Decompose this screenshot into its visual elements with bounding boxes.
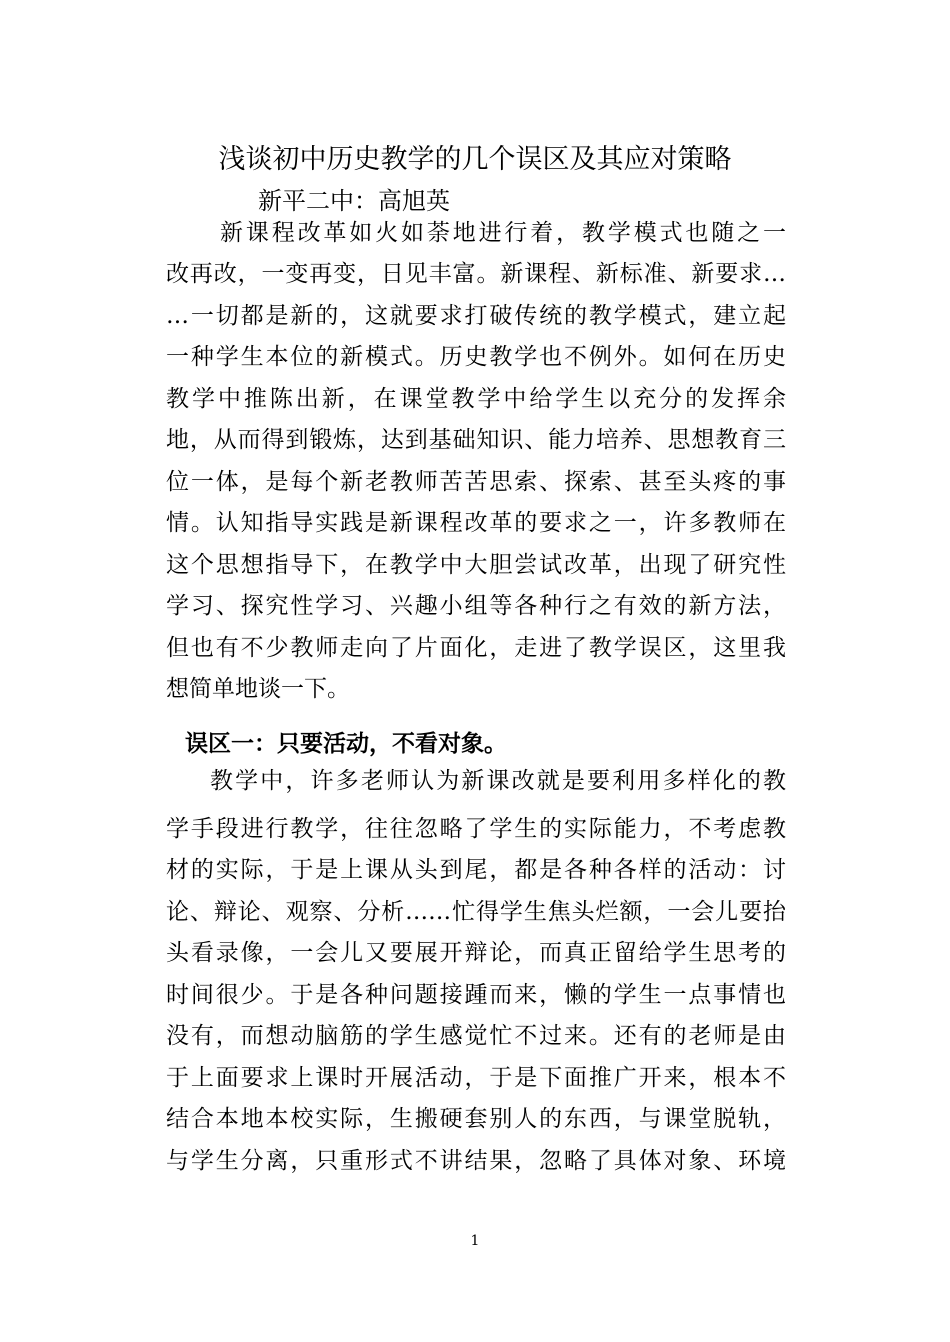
paragraph-line: 改再改，一变再变，日见丰富。新课程、新标准、新要求… xyxy=(166,261,786,287)
paragraph-line: 与学生分离，只重形式不讲结果，忽略了具体对象、环境 xyxy=(166,1148,786,1174)
paragraph-line: 新课程改革如火如荼地进行着，教学模式也随之一 xyxy=(220,220,786,246)
paragraph-line: 位一体，是每个新老教师苦苦思索、探索、甚至头疼的事 xyxy=(166,469,786,495)
page-number: 1 xyxy=(470,1233,480,1249)
paragraph-line: 地，从而得到锻炼，达到基础知识、能力培养、思想教育三 xyxy=(166,427,786,453)
paragraph-line: 这个思想指导下，在教学中大胆尝试改革，出现了研究性 xyxy=(166,552,786,578)
paragraph-line: 一种学生本位的新模式。历史教学也不例外。如何在历史 xyxy=(166,344,786,370)
paragraph-line: 学手段进行教学，往往忽略了学生的实际能力，不考虑教 xyxy=(166,816,786,842)
paragraph-line: 头看录像，一会儿又要展开辩论，而真正留给学生思考的 xyxy=(166,940,786,966)
paragraph-line: 情。认知指导实践是新课程改革的要求之一，许多教师在 xyxy=(166,510,786,536)
paragraph-line: 结合本地本校实际，生搬硬套别人的东西，与课堂脱轨， xyxy=(166,1106,786,1132)
section-heading: 误区一：只要活动，不看对象。 xyxy=(185,730,507,757)
paragraph-line: 时间很少。于是各种问题接踵而来，懒的学生一点事情也 xyxy=(166,982,786,1008)
paragraph-line: 于上面要求上课时开展活动，于是下面推广开来，根本不 xyxy=(166,1065,786,1091)
paragraph-line: …一切都是新的，这就要求打破传统的教学模式，建立起 xyxy=(166,303,786,329)
paragraph-line: 论、辩论、观察、分析……忙得学生焦头烂额，一会儿要抬 xyxy=(166,899,786,925)
paragraph-line: 没有，而想动脑筋的学生感觉忙不过来。还有的老师是由 xyxy=(166,1023,786,1049)
paragraph-line: 学习、探究性学习、兴趣小组等各种行之有效的新方法， xyxy=(166,593,786,619)
document-title: 浅谈初中历史教学的几个误区及其应对策略 xyxy=(218,144,732,175)
paragraph-line: 教学中推陈出新，在课堂教学中给学生以充分的发挥余 xyxy=(166,386,786,412)
paragraph-line: 想简单地谈一下。 xyxy=(166,676,350,702)
paragraph-line: 教学中，许多老师认为新课改就是要利用多样化的教 xyxy=(210,768,786,794)
paragraph-line: 但也有不少教师走向了片面化，走进了教学误区，这里我 xyxy=(166,635,786,661)
author-line: 新平二中：高旭英 xyxy=(258,187,450,215)
paragraph-line: 材的实际，于是上课从头到尾，都是各种各样的活动：讨 xyxy=(166,857,786,883)
